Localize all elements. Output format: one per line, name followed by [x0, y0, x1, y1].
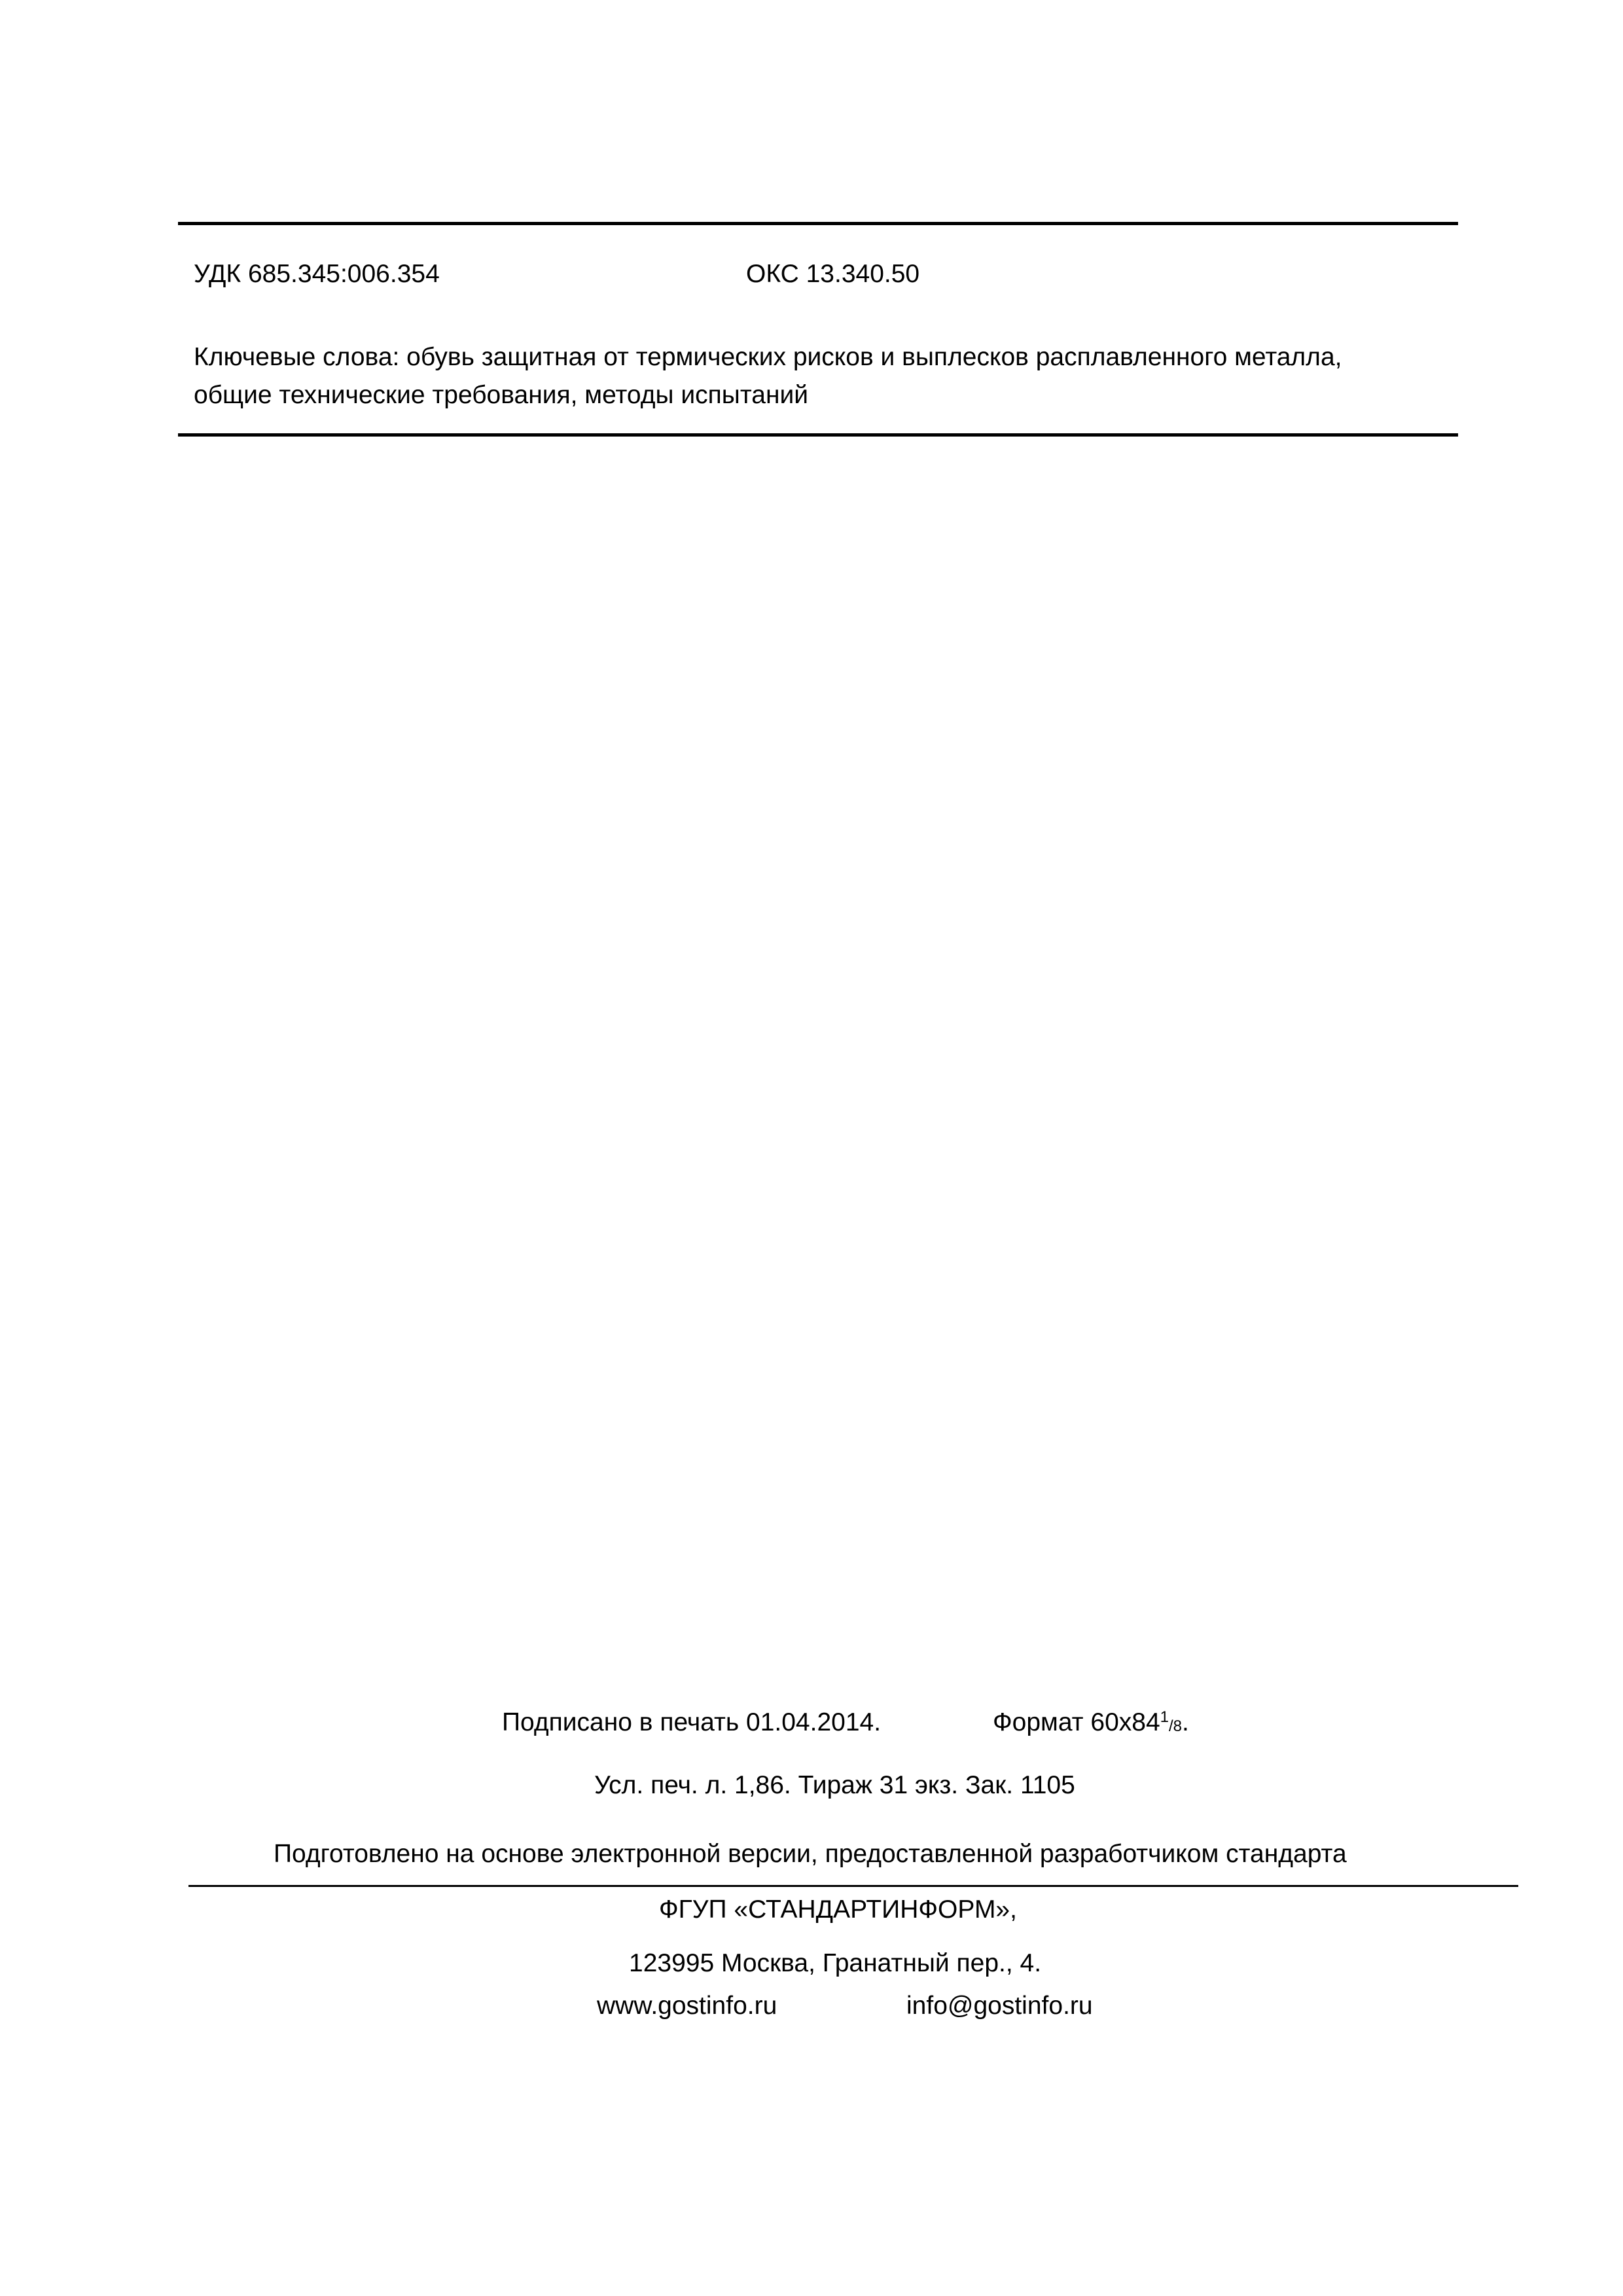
keywords-line-1: Ключевые слова: обувь защитная от термических рисков и выплесков расплавленного металла,	[194, 343, 1342, 371]
website-link[interactable]: www.gostinfo.ru	[597, 1992, 777, 2020]
signed-to-print: Подписано в печать 01.04.2014.	[502, 1708, 882, 1736]
print-info: Усл. печ. л. 1,86. Тираж 31 экз. Зак. 1105	[594, 1771, 1075, 1799]
prepared-note: Подготовлено на основе электронной версии, предоставленной разработчиком стандарта	[274, 1840, 1347, 1868]
publisher-address: 123995 Москва, Гранатный пер., 4.	[629, 1949, 1042, 1977]
oks-code: ОКС 13.340.50	[746, 260, 920, 288]
print-format	[993, 1708, 1189, 1738]
udc-code: УДК 685.345:006.354	[194, 260, 440, 288]
email-link[interactable]: info@gostinfo.ru	[906, 1992, 1093, 2020]
keywords-line-2: общие технические требования, методы испытаний	[194, 381, 809, 409]
imprint-rule	[188, 1885, 1518, 1887]
keywords-block	[194, 338, 1450, 414]
format-suffix: .	[1182, 1708, 1189, 1736]
format-prefix: Формат 60x84	[993, 1708, 1160, 1736]
top-rule	[178, 222, 1458, 225]
keywords-bottom-rule	[178, 433, 1458, 437]
format-numerator: 1	[1160, 1708, 1169, 1726]
publisher-name: ФГУП «СТАНДАРТИНФОРМ»,	[659, 1895, 1017, 1924]
format-denominator: /8	[1169, 1717, 1183, 1735]
